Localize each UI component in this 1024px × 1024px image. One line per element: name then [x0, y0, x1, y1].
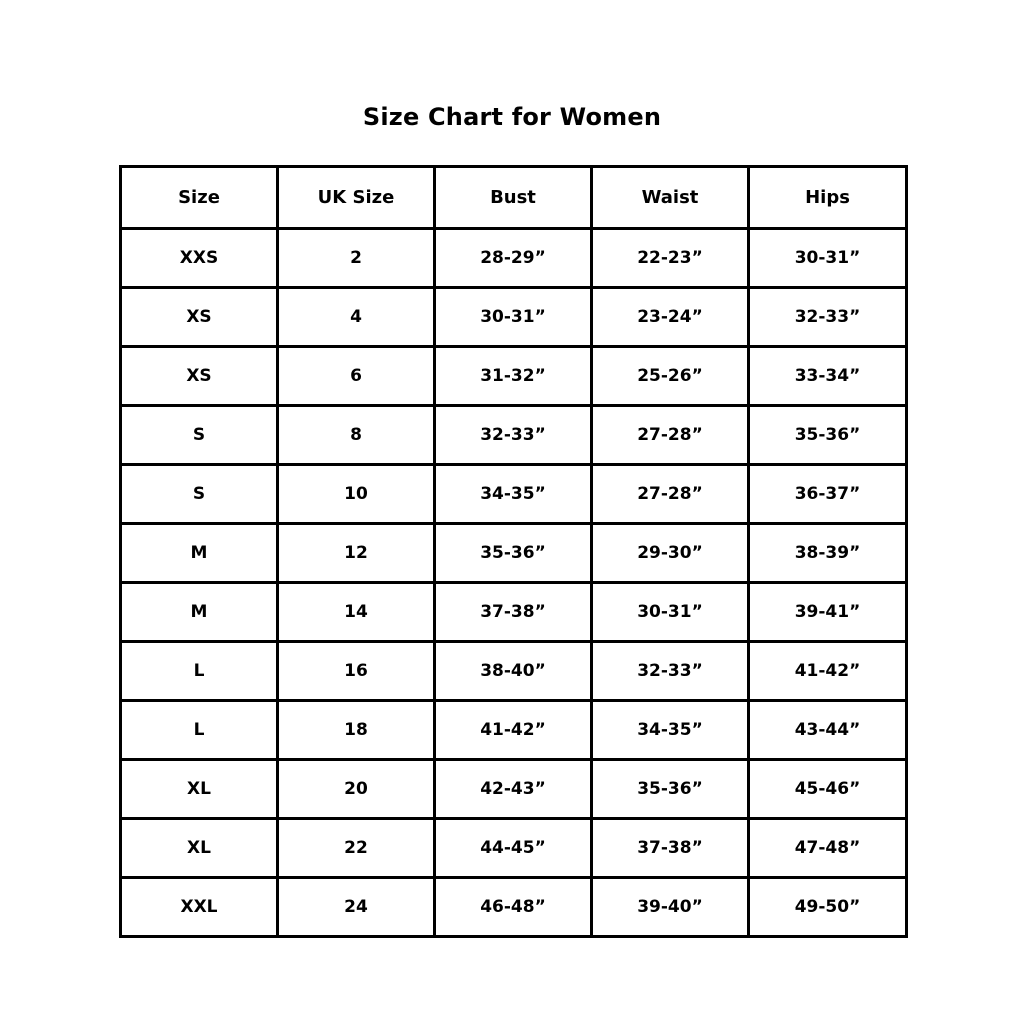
cell-size: XS	[121, 347, 278, 406]
cell-hips: 43-44”	[749, 701, 907, 760]
size-chart-table-wrapper	[119, 165, 905, 938]
cell-uk: 14	[278, 583, 435, 642]
column-header-waist: Waist	[592, 167, 749, 229]
table-row	[121, 819, 907, 878]
cell-hips: 41-42”	[749, 642, 907, 701]
cell-waist: 39-40”	[592, 878, 749, 937]
cell-bust: 35-36”	[435, 524, 592, 583]
cell-size: XL	[121, 760, 278, 819]
cell-uk: 20	[278, 760, 435, 819]
cell-hips: 39-41”	[749, 583, 907, 642]
cell-uk: 8	[278, 406, 435, 465]
cell-hips: 32-33”	[749, 288, 907, 347]
cell-waist: 37-38”	[592, 819, 749, 878]
table-header	[121, 167, 907, 229]
cell-hips: 30-31”	[749, 229, 907, 288]
cell-uk: 16	[278, 642, 435, 701]
cell-bust: 31-32”	[435, 347, 592, 406]
column-header-size: Size	[121, 167, 278, 229]
cell-uk: 12	[278, 524, 435, 583]
cell-waist: 27-28”	[592, 406, 749, 465]
cell-waist: 30-31”	[592, 583, 749, 642]
cell-uk: 22	[278, 819, 435, 878]
column-header-hips: Hips	[749, 167, 907, 229]
cell-hips: 35-36”	[749, 406, 907, 465]
table-row	[121, 878, 907, 937]
cell-waist: 29-30”	[592, 524, 749, 583]
cell-bust: 37-38”	[435, 583, 592, 642]
cell-waist: 23-24”	[592, 288, 749, 347]
table-body	[121, 229, 907, 937]
cell-bust: 30-31”	[435, 288, 592, 347]
cell-bust: 28-29”	[435, 229, 592, 288]
cell-size: XS	[121, 288, 278, 347]
cell-uk: 6	[278, 347, 435, 406]
cell-bust: 44-45”	[435, 819, 592, 878]
table-header-row	[121, 167, 907, 229]
table-row	[121, 760, 907, 819]
cell-size: XXL	[121, 878, 278, 937]
cell-size: M	[121, 524, 278, 583]
table-row	[121, 406, 907, 465]
table-row	[121, 347, 907, 406]
cell-size: S	[121, 406, 278, 465]
cell-uk: 10	[278, 465, 435, 524]
cell-hips: 38-39”	[749, 524, 907, 583]
page-title: Size Chart for Women	[362, 103, 662, 131]
cell-uk: 4	[278, 288, 435, 347]
cell-size: XL	[121, 819, 278, 878]
table-row	[121, 642, 907, 701]
table-row	[121, 524, 907, 583]
column-header-uk-size: UK Size	[278, 167, 435, 229]
column-header-bust: Bust	[435, 167, 592, 229]
table-row	[121, 701, 907, 760]
cell-uk: 24	[278, 878, 435, 937]
cell-waist: 27-28”	[592, 465, 749, 524]
cell-bust: 42-43”	[435, 760, 592, 819]
cell-uk: 2	[278, 229, 435, 288]
cell-bust: 41-42”	[435, 701, 592, 760]
cell-waist: 35-36”	[592, 760, 749, 819]
cell-waist: 25-26”	[592, 347, 749, 406]
cell-bust: 38-40”	[435, 642, 592, 701]
cell-hips: 47-48”	[749, 819, 907, 878]
cell-hips: 33-34”	[749, 347, 907, 406]
table-row	[121, 465, 907, 524]
cell-hips: 49-50”	[749, 878, 907, 937]
cell-size: XXS	[121, 229, 278, 288]
cell-waist: 32-33”	[592, 642, 749, 701]
cell-size: S	[121, 465, 278, 524]
cell-bust: 46-48”	[435, 878, 592, 937]
cell-size: L	[121, 642, 278, 701]
cell-size: M	[121, 583, 278, 642]
cell-waist: 22-23”	[592, 229, 749, 288]
cell-uk: 18	[278, 701, 435, 760]
cell-bust: 34-35”	[435, 465, 592, 524]
table-row	[121, 229, 907, 288]
cell-bust: 32-33”	[435, 406, 592, 465]
cell-hips: 45-46”	[749, 760, 907, 819]
table-row	[121, 583, 907, 642]
cell-hips: 36-37”	[749, 465, 907, 524]
cell-waist: 34-35”	[592, 701, 749, 760]
size-chart-table	[119, 165, 908, 938]
table-row	[121, 288, 907, 347]
cell-size: L	[121, 701, 278, 760]
